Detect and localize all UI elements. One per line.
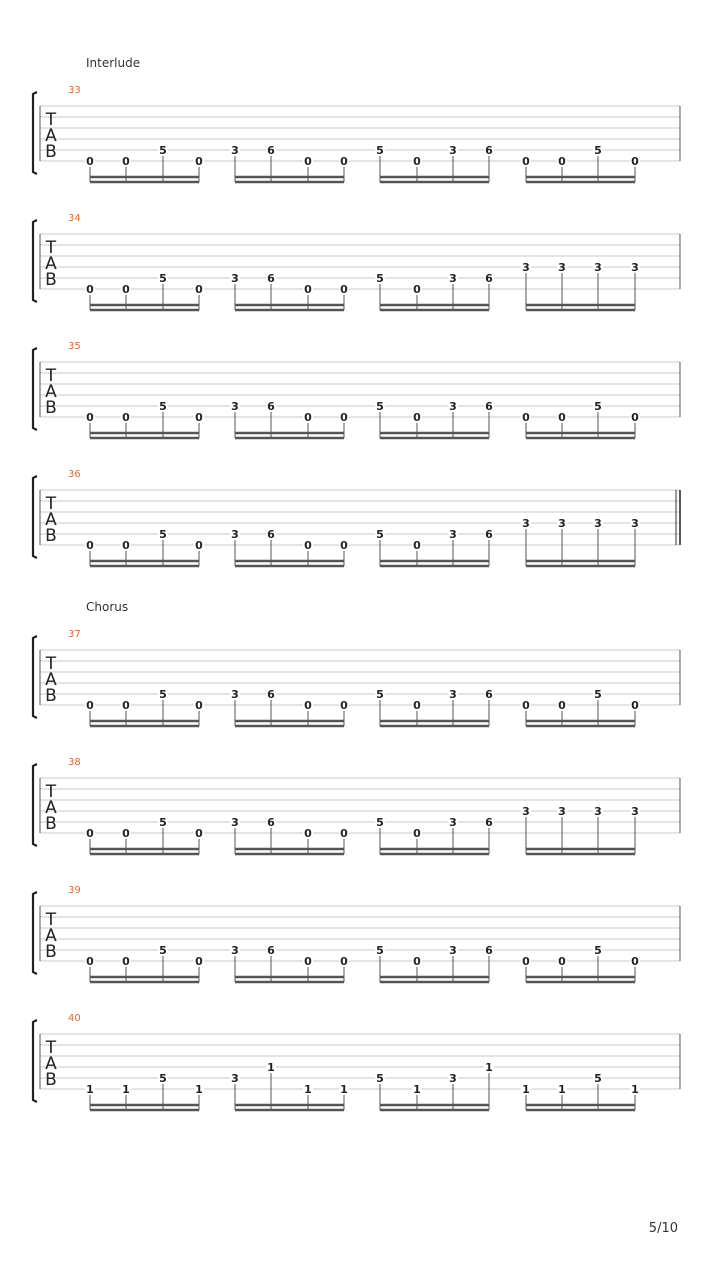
measure-number: 38 <box>68 757 81 768</box>
system-bracket <box>33 636 37 718</box>
fret-number: 0 <box>413 955 421 968</box>
fret-number: 3 <box>231 1072 239 1085</box>
system-bracket <box>33 348 37 430</box>
fret-number: 5 <box>159 688 167 701</box>
fret-number: 0 <box>122 955 130 968</box>
fret-number: 0 <box>122 411 130 424</box>
fret-number: 3 <box>449 1072 457 1085</box>
fret-number: 0 <box>413 155 421 168</box>
fret-number: 0 <box>304 827 312 840</box>
fret-number: 6 <box>267 400 275 413</box>
fret-number: 3 <box>594 261 602 274</box>
tab-clef-letter: A <box>45 670 57 690</box>
fret-number: 0 <box>195 155 203 168</box>
tab-clef-letter: T <box>45 654 57 674</box>
tab-clef-letter: T <box>45 238 57 258</box>
fret-number: 5 <box>159 400 167 413</box>
fret-number: 3 <box>231 400 239 413</box>
tab-clef-letter: A <box>45 254 57 274</box>
fret-number: 6 <box>485 144 493 157</box>
fret-number: 3 <box>231 688 239 701</box>
fret-number: 5 <box>376 400 384 413</box>
fret-number: 0 <box>340 539 348 552</box>
fret-number: 0 <box>340 155 348 168</box>
fret-number: 6 <box>267 272 275 285</box>
system-bracket <box>33 476 37 558</box>
fret-number: 3 <box>522 261 530 274</box>
tab-system <box>33 600 680 726</box>
fret-number: 6 <box>267 688 275 701</box>
fret-number: 3 <box>558 261 566 274</box>
tab-system <box>33 341 680 438</box>
tab-clef-letter: B <box>45 942 57 962</box>
fret-number: 0 <box>413 699 421 712</box>
page-number: 5/10 <box>648 1221 678 1236</box>
fret-number: 5 <box>376 528 384 541</box>
fret-number: 0 <box>195 699 203 712</box>
fret-number: 3 <box>449 400 457 413</box>
fret-number: 0 <box>631 411 639 424</box>
fret-number: 0 <box>522 155 530 168</box>
fret-number: 0 <box>122 283 130 296</box>
fret-number: 5 <box>376 272 384 285</box>
fret-number: 0 <box>195 827 203 840</box>
fret-number: 3 <box>231 944 239 957</box>
fret-number: 1 <box>267 1061 275 1074</box>
fret-number: 3 <box>631 805 639 818</box>
tab-clef-letter: T <box>45 782 57 802</box>
fret-number: 0 <box>340 827 348 840</box>
fret-number: 5 <box>376 816 384 829</box>
system-bracket <box>33 764 37 846</box>
fret-number: 1 <box>340 1083 348 1096</box>
measure-number: 35 <box>68 341 81 352</box>
fret-number: 0 <box>86 539 94 552</box>
fret-number: 0 <box>631 699 639 712</box>
tab-clef-letter: B <box>45 398 57 418</box>
fret-number: 0 <box>413 283 421 296</box>
fret-number: 1 <box>195 1083 203 1096</box>
fret-number: 0 <box>522 955 530 968</box>
fret-number: 6 <box>485 816 493 829</box>
tab-clef-letter: B <box>45 142 57 162</box>
tab-clef-letter: A <box>45 926 57 946</box>
fret-number: 5 <box>594 144 602 157</box>
fret-number: 0 <box>413 411 421 424</box>
fret-number: 0 <box>122 539 130 552</box>
fret-number: 0 <box>340 283 348 296</box>
fret-number: 3 <box>231 528 239 541</box>
fret-number: 5 <box>594 400 602 413</box>
fret-number: 1 <box>122 1083 130 1096</box>
fret-number: 0 <box>122 827 130 840</box>
fret-number: 0 <box>86 283 94 296</box>
fret-number: 0 <box>631 955 639 968</box>
system-bracket <box>33 220 37 302</box>
measure-number: 36 <box>68 469 81 480</box>
fret-number: 3 <box>558 805 566 818</box>
fret-number: 0 <box>86 827 94 840</box>
fret-number: 0 <box>86 411 94 424</box>
fret-number: 0 <box>195 411 203 424</box>
fret-number: 3 <box>231 816 239 829</box>
section-label: Interlude <box>86 56 141 70</box>
fret-number: 5 <box>594 944 602 957</box>
fret-number: 5 <box>376 944 384 957</box>
fret-number: 0 <box>522 411 530 424</box>
fret-number: 5 <box>159 528 167 541</box>
tab-clef-letter: T <box>45 110 57 130</box>
tab-clef-letter: B <box>45 1070 57 1090</box>
measure-number: 37 <box>68 629 81 640</box>
fret-number: 0 <box>86 155 94 168</box>
fret-number: 3 <box>594 517 602 530</box>
fret-number: 3 <box>558 517 566 530</box>
tab-clef-letter: A <box>45 126 57 146</box>
fret-number: 5 <box>159 816 167 829</box>
fret-number: 0 <box>340 411 348 424</box>
fret-number: 3 <box>594 805 602 818</box>
fret-number: 3 <box>522 517 530 530</box>
tab-clef-letter: A <box>45 1054 57 1074</box>
fret-number: 0 <box>122 699 130 712</box>
fret-number: 6 <box>267 528 275 541</box>
tab-system <box>33 469 680 566</box>
fret-number: 5 <box>376 1072 384 1085</box>
fret-number: 1 <box>558 1083 566 1096</box>
fret-number: 6 <box>267 816 275 829</box>
tab-clef-letter: T <box>45 494 57 514</box>
fret-number: 3 <box>449 688 457 701</box>
measure-number: 40 <box>68 1013 81 1024</box>
fret-number: 0 <box>304 283 312 296</box>
section-label: Chorus <box>86 600 129 614</box>
fret-number: 0 <box>340 955 348 968</box>
fret-number: 3 <box>449 144 457 157</box>
tab-clef-letter: B <box>45 270 57 290</box>
fret-number: 0 <box>304 955 312 968</box>
fret-number: 3 <box>231 272 239 285</box>
tab-clef-letter: A <box>45 798 57 818</box>
fret-number: 1 <box>522 1083 530 1096</box>
fret-number: 5 <box>594 688 602 701</box>
fret-number: 0 <box>304 411 312 424</box>
measure-number: 39 <box>68 885 81 896</box>
fret-number: 5 <box>159 272 167 285</box>
tab-clef-letter: T <box>45 910 57 930</box>
fret-number: 0 <box>195 539 203 552</box>
fret-number: 5 <box>376 144 384 157</box>
fret-number: 0 <box>558 955 566 968</box>
tab-system <box>33 757 680 854</box>
tab-clef-letter: B <box>45 814 57 834</box>
fret-number: 6 <box>485 688 493 701</box>
fret-number: 3 <box>522 805 530 818</box>
system-bracket <box>33 92 37 174</box>
measure-number: 34 <box>68 213 81 224</box>
fret-number: 3 <box>449 272 457 285</box>
fret-number: 5 <box>594 1072 602 1085</box>
fret-number: 6 <box>485 400 493 413</box>
tab-system <box>33 885 680 982</box>
tab-clef-letter: A <box>45 510 57 530</box>
fret-number: 6 <box>485 272 493 285</box>
fret-number: 3 <box>449 944 457 957</box>
fret-number: 5 <box>376 688 384 701</box>
fret-number: 5 <box>159 144 167 157</box>
fret-number: 3 <box>631 261 639 274</box>
fret-number: 0 <box>340 699 348 712</box>
tab-system <box>33 56 680 182</box>
fret-number: 6 <box>267 944 275 957</box>
fret-number: 1 <box>304 1083 312 1096</box>
fret-number: 5 <box>159 1072 167 1085</box>
tab-clef-letter: A <box>45 382 57 402</box>
measure-number: 33 <box>68 85 81 96</box>
fret-number: 3 <box>449 816 457 829</box>
fret-number: 0 <box>413 827 421 840</box>
fret-number: 1 <box>413 1083 421 1096</box>
tab-system <box>33 1013 680 1110</box>
fret-number: 0 <box>558 155 566 168</box>
fret-number: 0 <box>304 699 312 712</box>
system-bracket <box>33 892 37 974</box>
fret-number: 0 <box>413 539 421 552</box>
system-bracket <box>33 1020 37 1102</box>
tab-clef-letter: B <box>45 526 57 546</box>
tab-clef-letter: T <box>45 1038 57 1058</box>
fret-number: 1 <box>485 1061 493 1074</box>
fret-number: 0 <box>304 155 312 168</box>
fret-number: 3 <box>231 144 239 157</box>
fret-number: 0 <box>195 283 203 296</box>
fret-number: 6 <box>485 944 493 957</box>
fret-number: 6 <box>485 528 493 541</box>
fret-number: 1 <box>631 1083 639 1096</box>
fret-number: 0 <box>558 411 566 424</box>
fret-number: 0 <box>86 955 94 968</box>
fret-number: 0 <box>522 699 530 712</box>
fret-number: 6 <box>267 144 275 157</box>
tab-clef-letter: T <box>45 366 57 386</box>
tab-system <box>33 213 680 310</box>
fret-number: 0 <box>558 699 566 712</box>
fret-number: 0 <box>122 155 130 168</box>
fret-number: 3 <box>631 517 639 530</box>
tab-clef-letter: B <box>45 686 57 706</box>
fret-number: 0 <box>86 699 94 712</box>
fret-number: 0 <box>631 155 639 168</box>
fret-number: 0 <box>195 955 203 968</box>
fret-number: 3 <box>449 528 457 541</box>
fret-number: 5 <box>159 944 167 957</box>
fret-number: 0 <box>304 539 312 552</box>
fret-number: 1 <box>86 1083 94 1096</box>
